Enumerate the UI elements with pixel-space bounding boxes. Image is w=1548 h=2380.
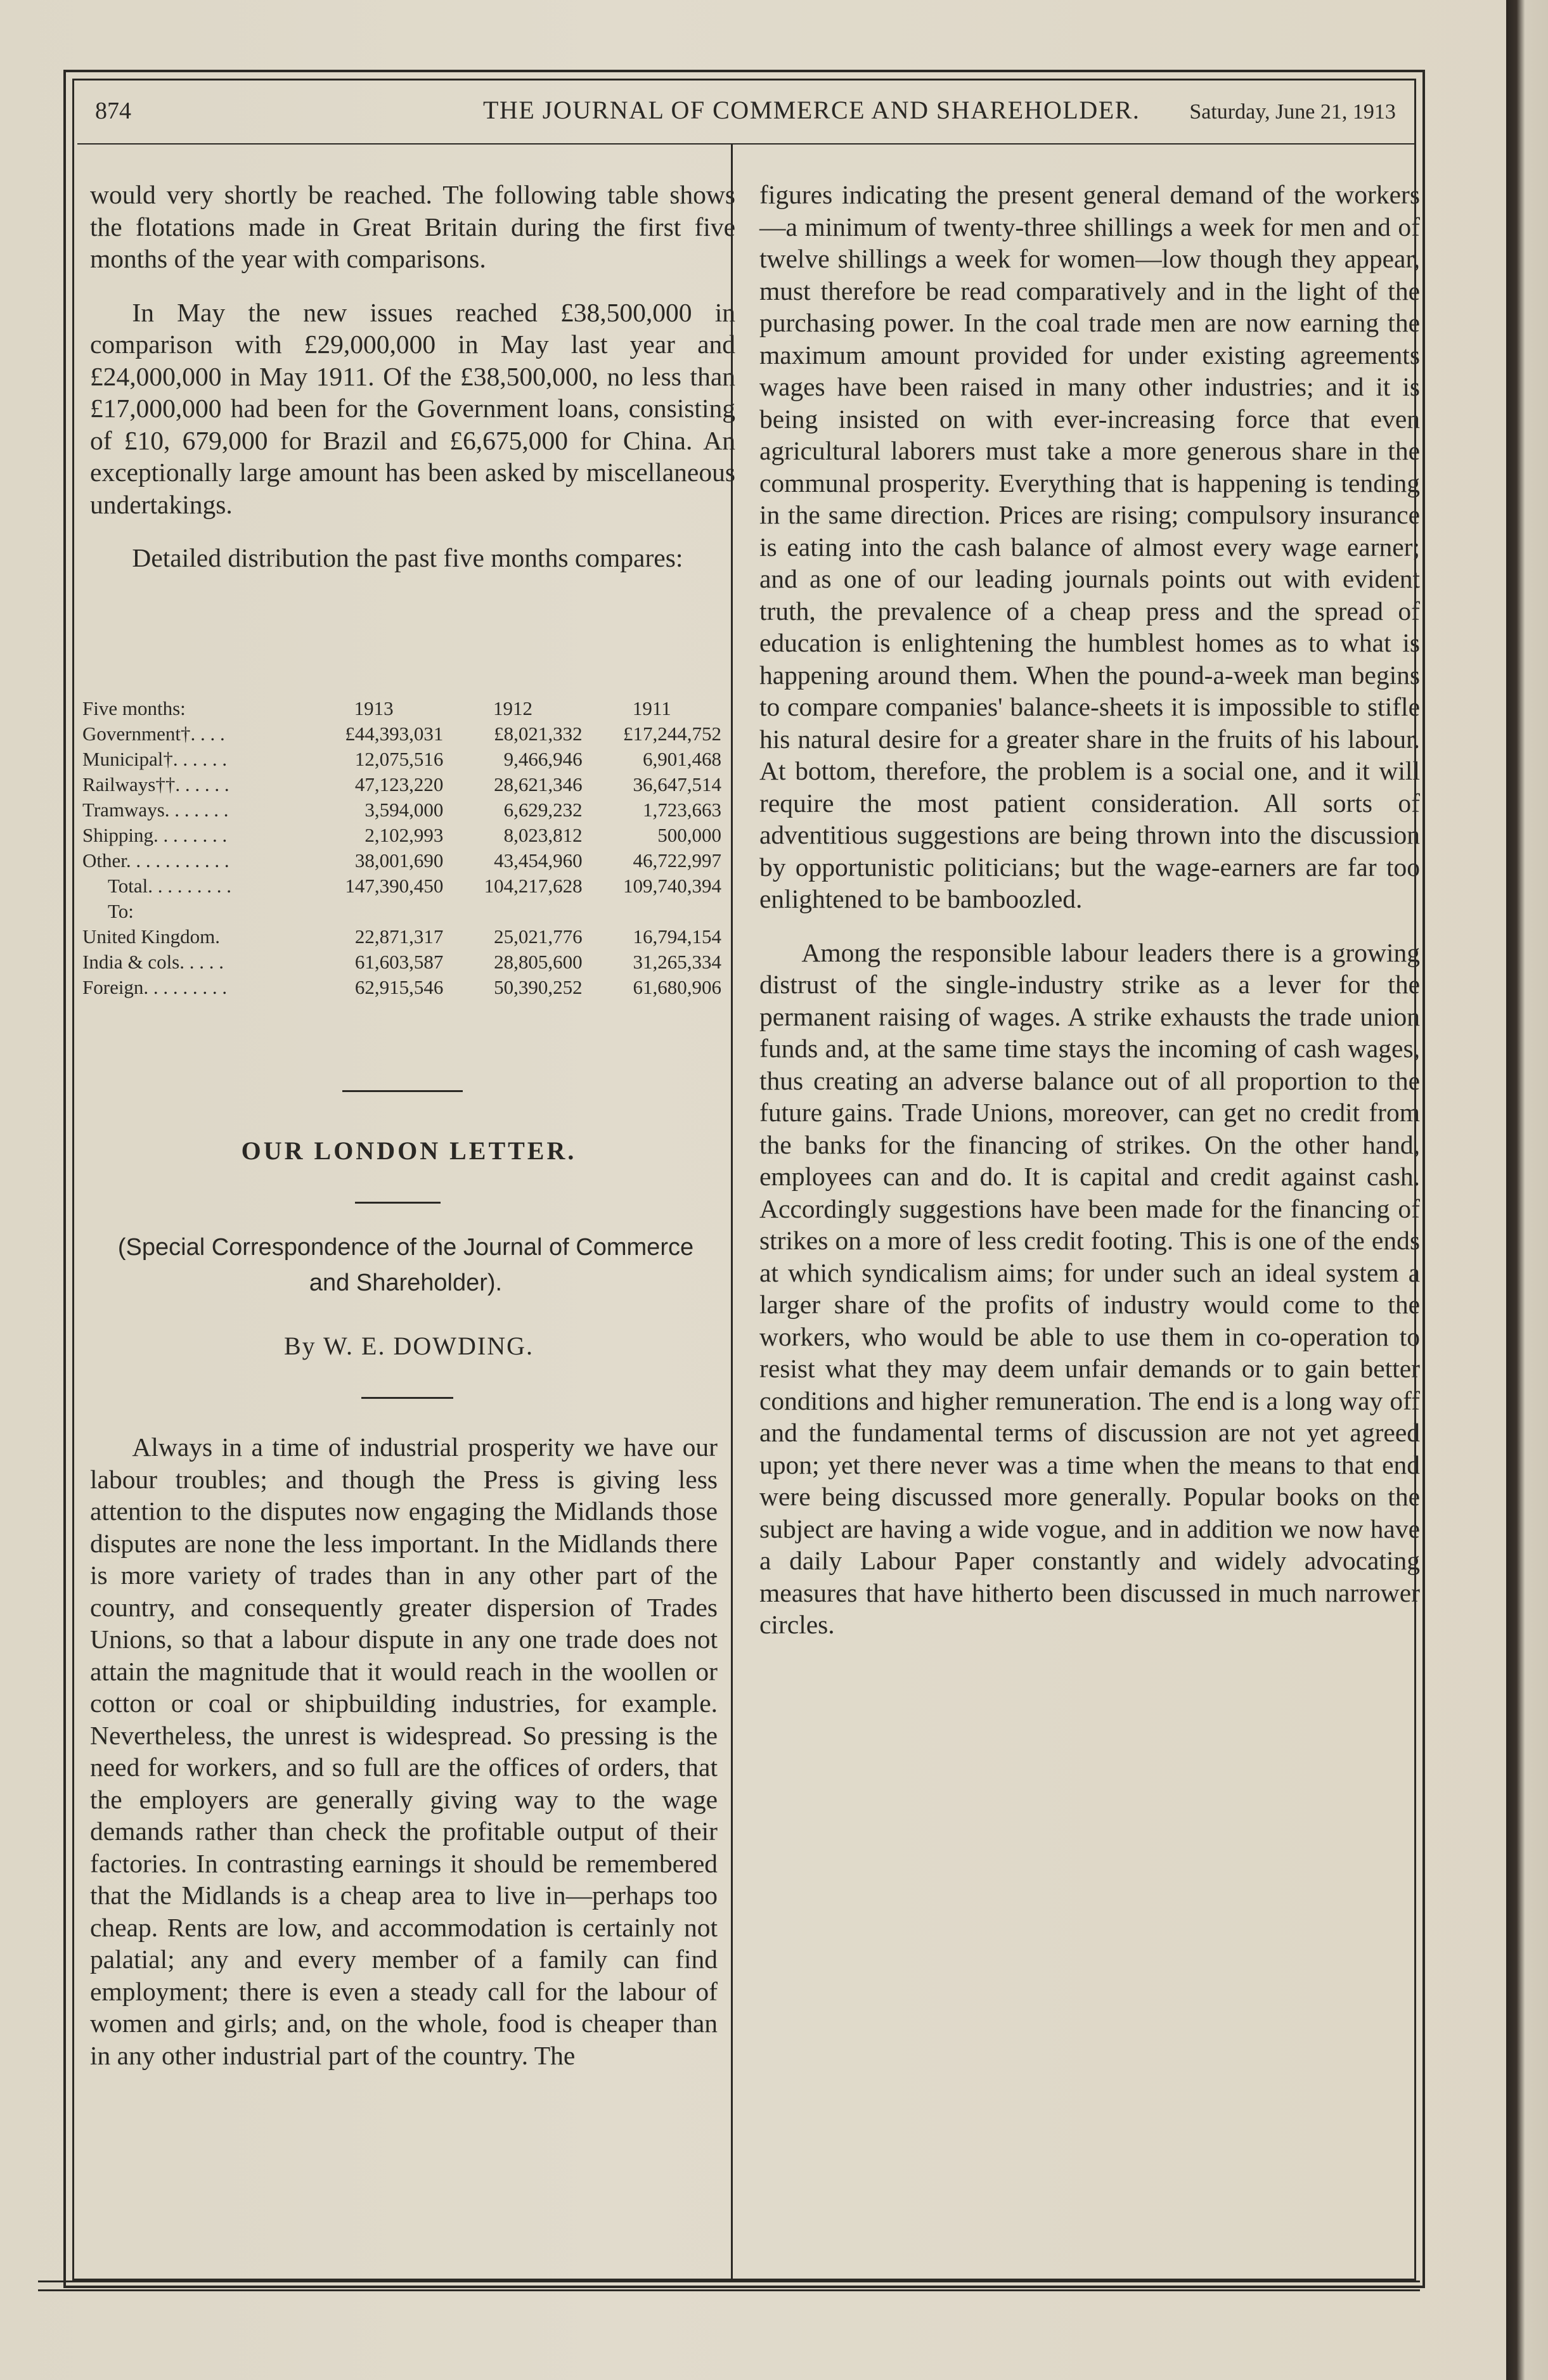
table-cell: 61,680,906 bbox=[633, 976, 721, 998]
may-issues-paragraph: In May the new issues reached £38,500,000 in comparison with £29,000,000 in May last year and £24,000,000 in May 1911. Of the £38,500,000, no less than £17,000,000 had been for the Government loans, consisting of £10, 679,000 for Brazil and £6,675,000 for China. An exceptionally large amount has been asked by miscellaneous undertakings. bbox=[90, 297, 735, 519]
page-header bbox=[95, 95, 1420, 139]
table-header: 1911 bbox=[632, 697, 671, 719]
to-label: To: bbox=[108, 900, 134, 922]
footer-rule bbox=[38, 2289, 1420, 2291]
table-row bbox=[82, 747, 721, 772]
table-cell: 28,805,600 bbox=[494, 951, 583, 973]
table-cell: 2,102,993 bbox=[364, 824, 444, 846]
table-cell: 31,265,334 bbox=[633, 951, 721, 973]
table-cell: 46,722,997 bbox=[633, 849, 721, 872]
table-total-row bbox=[82, 873, 721, 899]
table-cell: 500,000 bbox=[657, 824, 721, 846]
byline: By W. E. DOWDING. bbox=[284, 1332, 534, 1360]
table-cell: £17,244,752 bbox=[623, 723, 721, 745]
row-label: India & cols. . . . . bbox=[82, 951, 224, 973]
table-row bbox=[82, 949, 721, 975]
correspondence-line: (Special Correspondence of the Journal of Commerce bbox=[117, 1234, 694, 1261]
table-row bbox=[82, 848, 721, 873]
section-divider-rule bbox=[342, 1090, 463, 1092]
row-label: Tramways. . . . . . . bbox=[82, 799, 229, 821]
intro-paragraph: would very shortly be reached. The following table shows the flotations made in Great Britain during the first five months of the year with comparisons. bbox=[90, 180, 735, 273]
table-cell: 147,390,450 bbox=[345, 875, 444, 897]
row-label: Other. . . . . . . . . . . bbox=[82, 849, 229, 872]
table-cell: 6,629,232 bbox=[503, 799, 583, 821]
section-title: OUR LONDON LETTER. bbox=[241, 1136, 577, 1165]
table-cell: 12,075,516 bbox=[354, 748, 444, 770]
row-label: Foreign. . . . . . . . . bbox=[82, 976, 228, 998]
row-label: United Kingdom. bbox=[82, 925, 220, 948]
title-rule bbox=[355, 1202, 441, 1204]
byline-rule bbox=[361, 1397, 453, 1399]
table-row bbox=[82, 772, 721, 797]
distribution-intro: Detailed distribution the past five months compares: bbox=[132, 543, 683, 572]
left-column-intro bbox=[90, 179, 735, 574]
article-paragraph: Among the responsible labour leaders there is a growing distrust of the single-industry strike as a lever for the permanent raising of wages. A strike exhausts the trade union funds and, at the same time stays the incoming of cash wages, thus creating an adverse balance out of all proportion to the future gains. Trade Unions, moreover, can get no credit from the banks for the financing of strikes. On the other hand, employees can and do. It is capital and credit against cash. Accordingly suggestions have been made for the financing of strikes on a more of less credit footing. This is one of the ends at which syndicalism aims; for under such an ideal system a larger share of the profits of industry would come to the workers, who would be able to use them in co-operation to resist what they may deem unfair demands or to gain better conditions and higher remuneration. The end is a long way off and the fundamental terms of discussion are not yet agreed upon; yet there never was a time when the means to that end were being discussed more generally. Popular books on the subject are having a wide vogue, and in addition we now have a daily Labour Paper constantly and widely advocating measures that have hitherto been discussed in much narrower circles. bbox=[759, 937, 1420, 1639]
table-cell: 36,647,514 bbox=[633, 773, 721, 795]
table-subheading-row bbox=[82, 899, 721, 924]
table-header-row bbox=[82, 696, 721, 721]
table-cell: 9,466,946 bbox=[503, 748, 583, 770]
right-column bbox=[759, 179, 1420, 1641]
table-cell: 25,021,776 bbox=[494, 925, 583, 948]
row-label: Municipal†. . . . . . bbox=[82, 748, 228, 770]
table-row bbox=[82, 975, 721, 1000]
row-label: Shipping. . . . . . . . bbox=[82, 824, 228, 846]
row-label: Railways††. . . . . . bbox=[82, 773, 229, 795]
table-cell: 22,871,317 bbox=[354, 925, 444, 948]
table-header: 1913 bbox=[354, 697, 394, 719]
table-cell: 1,723,663 bbox=[643, 799, 721, 821]
issue-date: Saturday, June 21, 1913 bbox=[1189, 100, 1396, 124]
row-label: Total. . . . . . . . . bbox=[108, 875, 232, 897]
correspondence-line: and Shareholder). bbox=[309, 1270, 503, 1296]
table-header: Five months: bbox=[82, 697, 186, 719]
table-cell: 16,794,154 bbox=[633, 925, 721, 948]
table-cell: 104,217,628 bbox=[484, 875, 583, 897]
table-row bbox=[82, 823, 721, 848]
table-cell: £8,021,332 bbox=[494, 723, 583, 745]
table-row bbox=[82, 721, 721, 747]
correspondence-note bbox=[89, 1230, 723, 1301]
table-cell: £44,393,031 bbox=[345, 723, 444, 745]
header-rule bbox=[77, 143, 1415, 145]
running-head: THE JOURNAL OF COMMERCE AND SHAREHOLDER. bbox=[483, 96, 1140, 124]
table-cell: 38,001,690 bbox=[354, 849, 444, 872]
table-cell: 6,901,468 bbox=[643, 748, 721, 770]
table-cell: 61,603,587 bbox=[354, 951, 444, 973]
table-cell: 50,390,252 bbox=[494, 976, 583, 998]
table-cell: 47,123,220 bbox=[354, 773, 444, 795]
table-cell: 62,915,546 bbox=[354, 976, 444, 998]
article-paragraph: Always in a time of industrial prosperity we have our labour troubles; and though the Press is giving less attention to the disputes now engaging the Midlands those disputes are none the less important. In the Midlands there is more variety of trades than in any other part of the country, and consequently greater dispersion of Trades Unions, so that a labour dispute in any one trade does not attain the magnitude that it would reach in the woollen or cotton or coal or shipbuilding industries, for example. Nevertheless, the unrest is widespread. So pressing is the need for workers, and so full are the offices of orders, that the employers are generally giving way to the wage demands rather than check the profitable output of their factories. In contrasting earnings it should be remembered that the Midlands is a cheap area to live in—perhaps too cheap. Rents are low, and accommodation is certainly not palatial; any and every member of a family can find employment; there is even a steady call for the labour of women and girls; and, on the whole, food is cheaper than in any other industrial part of the country. The bbox=[90, 1432, 718, 2070]
footer-rule bbox=[38, 2280, 1420, 2282]
row-label: Government†. . . . bbox=[82, 723, 225, 745]
article-paragraph: figures indicating the present general demand of the workers—a minimum of twenty-three shillings a week for men and of twelve shillings a week for women—low though they appear, must therefore be read comparatively and in the light of the purchasing power. In the coal trade men are now earning the maximum amount provided for under existing agreements wages have been raised in many other industries; and it is being insisted on with ever-increasing force that even agricultural laborers must take a more generous share in the communal prosperity. Everything that is happening is tending in the same direction. Prices are rising; compulsory insurance is eating into the cash balance of almost every wage earner; and as one of our leading journals points out with evident truth, the prevalence of a cheap press and the spread of education is enlightening the humblest homes as to what is happening around them. When the pound-a-week man begins to compare companies' balance-sheets it is impossible to stifle his natural desire for a greater share in the fruits of his labour. At bottom, therefore, the problem is a social one, and it will require the most patient consideration. All sorts of adventitious suggestions are being thrown into the discussion by opportunistic politicians; but the wage-earners are far too enlightened to be bamboozled. bbox=[759, 180, 1420, 913]
article-left-column bbox=[90, 1431, 718, 2071]
page-number: 874 bbox=[95, 98, 131, 124]
table-row bbox=[82, 924, 721, 949]
table-cell: 28,621,346 bbox=[494, 773, 583, 795]
table-cell: 8,023,812 bbox=[503, 824, 583, 846]
table-header: 1912 bbox=[493, 697, 532, 719]
adjacent-page-edge bbox=[1506, 0, 1548, 2380]
table-cell: 109,740,394 bbox=[623, 875, 721, 897]
table-row bbox=[82, 797, 721, 823]
table-cell: 3,594,000 bbox=[364, 799, 444, 821]
table-cell: 43,454,960 bbox=[494, 849, 583, 872]
flotations-table bbox=[82, 696, 721, 1000]
